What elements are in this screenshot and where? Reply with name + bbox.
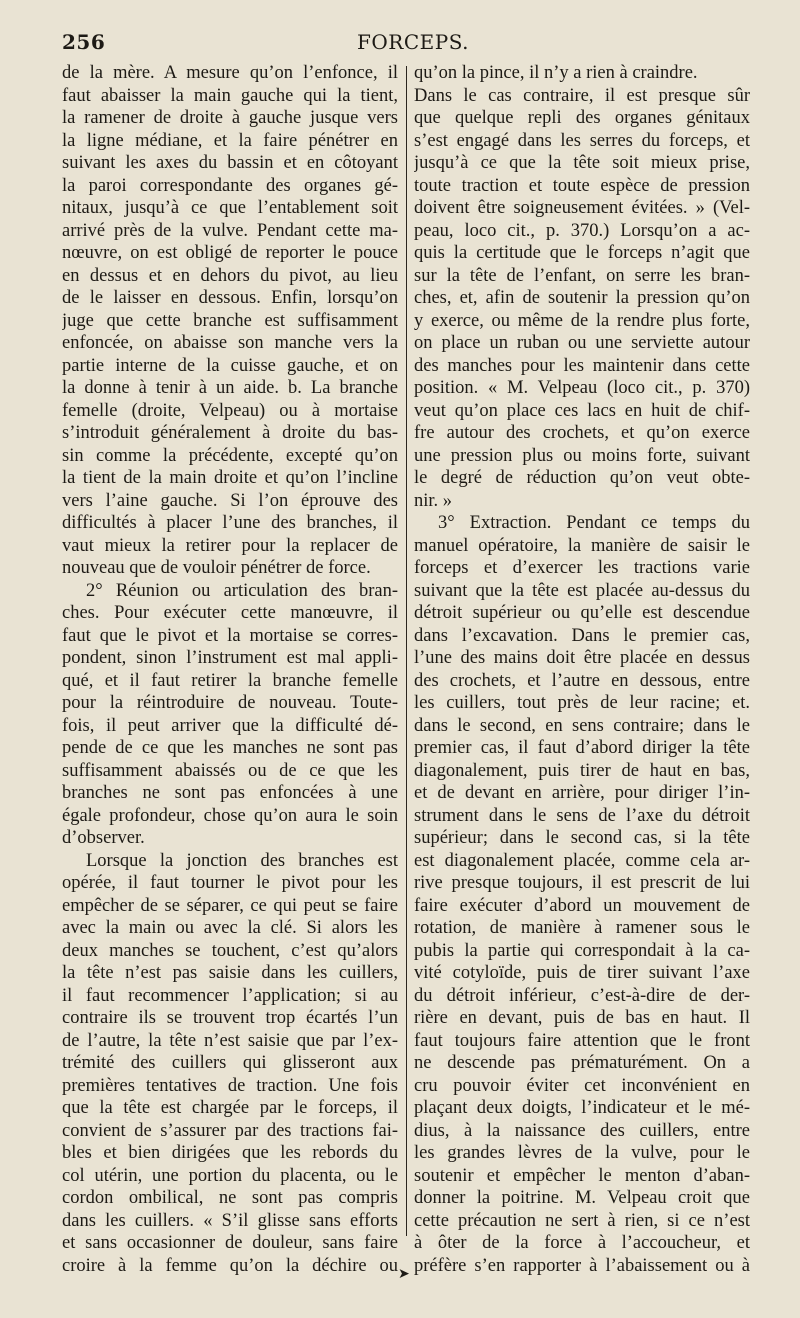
text-line: bles et bien dirigées que les rebords du — [62, 1143, 398, 1163]
text-line: 2° Réunion ou articulation des bran- — [86, 580, 398, 601]
text-line: pende de ce que les manches ne sont pas — [62, 738, 398, 758]
text-line: femelle (droite, Velpeau) ou à mortaise — [62, 400, 398, 421]
text-line: on place un ruban ou une serviette autour — [414, 333, 750, 353]
text-line: col utérin, une portion du placenta, ou le — [62, 1165, 398, 1186]
text-line: rive presque toujours, il est prescrit de lui — [414, 873, 750, 893]
text-line: position. « M. Velpeau (loco cit., p. 370) — [414, 378, 750, 398]
text-line: dans le second, en sens contraire; dans le — [414, 715, 750, 736]
text-line: les cuillers, tout près de leur racine; et. — [414, 693, 750, 713]
text-line: et sans occasionner de douleur, sans faire — [62, 1233, 398, 1253]
text-line: nouveau que de vouloir pénétrer de force. — [62, 558, 371, 578]
text-line: peau, loco cit., p. 370.) Lorsqu’on a ac- — [414, 220, 750, 241]
text-line: branches ne sont pas enfoncées à une — [62, 783, 398, 803]
text-line: égale profondeur, chose qu’on aura le soin — [62, 805, 398, 826]
text-line: à ôter de la force à l’accoucheur, et — [414, 1233, 750, 1253]
text-line: rière en devant, puis de bas en haut. Il — [414, 1008, 750, 1028]
text-line: nir. » — [414, 490, 453, 511]
text-line: veut qu’on place ces lacs en huit de chif- — [414, 400, 750, 421]
text-line: pondent, sinon l’instrument est mal appli- — [62, 648, 398, 668]
text-line: la ligne médiane, et la faire pénétrer en — [62, 130, 398, 151]
text-line: que la tête est chargée par le forceps, il — [62, 1098, 398, 1118]
text-line: opérée, il faut tourner le pivot pour les — [62, 873, 398, 893]
text-line: dans l’excavation. Dans le premier cas, — [414, 625, 750, 646]
text-line: cette précaution ne sert à rien, si ce n’est — [414, 1210, 750, 1231]
text-line: ches, et, afin de soutenir la pression qu’on — [414, 288, 750, 308]
column-divider — [406, 66, 407, 1236]
text-line: Lorsque la jonction des branches est — [86, 850, 398, 871]
text-line: il faut recommencer l’application; si au — [62, 985, 398, 1006]
text-line: 3° Extraction. Pendant ce temps du — [438, 513, 750, 533]
text-line: rotation, de manière à ramener sous le — [414, 918, 750, 938]
text-line: faut que le pivot et la mortaise se corres- — [62, 625, 398, 646]
text-line: la donne à tenir à un aide. b. La branche — [62, 378, 398, 398]
text-line: vers l’aine gauche. Si l’on éprouve des — [62, 490, 398, 511]
text-line: détroit supérieur ou qu’elle est descendue — [414, 603, 750, 623]
text-line: dans les cuillers. « S’il glisse sans efforts — [62, 1210, 398, 1231]
text-line: une pression plus ou moins forte, suivant — [414, 445, 750, 466]
text-line: faire exécuter d’abord un mouvement de — [414, 895, 750, 916]
text-line: que quelque repli des organes génitaux — [414, 108, 750, 128]
text-line: faut toujours faire attention que le front — [414, 1030, 750, 1051]
text-line: et de devant en arrière, pour diriger l’in- — [414, 783, 750, 803]
text-line: diagonalement, puis tirer de haut en bas, — [414, 760, 750, 781]
text-line: premières tentatives de traction. Une fois — [62, 1075, 398, 1096]
text-line: plaçant deux doigts, l’indicateur et le mé- — [414, 1098, 750, 1118]
text-line: suivant les axes du bassin et en côtoyant — [62, 153, 398, 173]
text-line: trémité des cuillers qui glisseront aux — [62, 1053, 398, 1073]
text-line: du détroit inférieur, c’est-à-dire de der- — [414, 985, 750, 1006]
text-line: faut abaisser la main gauche qui la tient, — [62, 85, 398, 106]
text-line: enfoncée, on abaisse son manche vers la — [62, 333, 398, 353]
text-line: Dans le cas contraire, il est presque sûr — [414, 85, 750, 106]
text-line: fois, il peut arriver que la difficulté dé- — [62, 715, 398, 736]
text-line: empêcher de se séparer, ce qui peut se faire — [62, 895, 398, 916]
text-line: suivant que la tête est placée au-dessus du — [414, 580, 750, 601]
text-line: la tient de la main droite et qu’on l’incline — [62, 468, 398, 488]
text-line: sin comme la précédente, excepté qu’on — [62, 445, 398, 466]
right-text-column — [414, 62, 750, 1277]
text-line: nœuvre, on est obligé de reporter le pouce — [62, 243, 398, 263]
text-line: de l’autre, la tête n’est saisie que par l’ex- — [62, 1030, 398, 1051]
text-line: arrivé près de la vulve. Pendant cette ma- — [62, 220, 398, 241]
text-line: des crochets, et l’autre en dessous, entre — [414, 670, 750, 691]
text-line: premier cas, il faut d’abord diriger la tête — [414, 738, 750, 758]
text-line: jusqu’à ce que la tête soit mieux prise, — [414, 153, 750, 173]
text-line: d’observer. — [62, 828, 145, 848]
text-line: s’introduit généralement à droite du bas- — [62, 423, 398, 443]
text-line: donner la poitrine. M. Velpeau croit que — [414, 1188, 750, 1208]
text-line: cordon ombilical, ne sont pas compris — [62, 1188, 398, 1208]
text-line: soutenir et empêcher le menton d’aban- — [414, 1165, 750, 1186]
text-line: juge que cette branche est suffisamment — [62, 310, 398, 331]
text-line: l’une des mains doit être placée en dessus — [414, 648, 750, 668]
text-line: le degré de réduction qu’on veut obte- — [414, 468, 750, 488]
printer-mark: ➤ — [398, 1266, 410, 1282]
text-line: avec la main ou avec la clé. Si alors les — [62, 918, 398, 938]
text-line: en dessus et en dehors du pivot, au lieu — [62, 265, 398, 286]
text-line: croire à la femme qu’on la déchire ou — [62, 1255, 398, 1276]
text-line: vaut mieux la retirer pour la replacer de — [62, 535, 398, 556]
text-line: des manches pour les maintenir dans cette — [414, 355, 750, 376]
text-line: dius, à la naissance des cuillers, entre — [414, 1120, 750, 1141]
text-line: cru pouvoir éviter cet inconvénient en — [414, 1075, 750, 1096]
text-line: qu’on la pince, il n’y a rien à craindre. — [414, 63, 698, 83]
text-line: y exerce, ou même de la rendre plus forte, — [414, 310, 750, 331]
text-line: pubis la partie qui correspondait à la ca- — [414, 940, 750, 961]
text-line: deux manches se touchent, c’est qu’alors — [62, 940, 398, 961]
text-line: les grandes lèvres de la vulve, pour le — [414, 1143, 750, 1163]
text-line: ne descende pas prématurément. On a — [414, 1053, 750, 1073]
text-line: préfère s’en rapporter à l’abaissement ou à — [414, 1255, 750, 1276]
text-line: contraire ils se trouvent trop écartés l’un — [62, 1008, 398, 1028]
text-line: doivent être soigneusement évitées. » (Vel- — [414, 198, 750, 218]
text-line: la tête n’est pas saisie dans les cuillers, — [62, 963, 398, 983]
text-line: convient de s’assurer par des tractions fai- — [62, 1120, 398, 1141]
text-line: manuel opératoire, la manière de saisir le — [414, 535, 750, 556]
text-line: supérieur; dans le second cas, si la tête — [414, 828, 750, 848]
text-line: sur la tête de l’enfant, on serre les bran- — [414, 265, 750, 286]
text-line: est diagonalement placée, comme cela ar- — [414, 850, 750, 871]
text-line: vité cotyloïde, puis de tirer suivant l’axe — [414, 963, 750, 983]
text-line: de la mère. A mesure qu’on l’enfonce, il — [62, 63, 398, 83]
text-line: partie interne de la cuisse gauche, et on — [62, 355, 398, 376]
text-line: pour la réintroduire de nouveau. Toute- — [62, 693, 398, 713]
text-line: qué, et il faut retirer la branche femelle — [62, 670, 398, 691]
page-header — [62, 30, 782, 60]
left-text-column — [62, 62, 398, 1277]
text-line: nitaux, jusqu’à ce que l’entablement soit — [62, 198, 398, 218]
text-line: de le laisser en dessous. Enfin, lorsqu’on — [62, 288, 398, 308]
text-line: ches. Pour exécuter cette manœuvre, il — [62, 603, 398, 623]
text-line: s’est engagé dans les serres du forceps, et — [414, 130, 750, 151]
page-number: 256 — [62, 30, 106, 54]
text-line: toute traction et toute espèce de pression — [414, 175, 750, 196]
text-line: forceps et d’exercer les tractions varie — [414, 558, 750, 578]
text-line: la ramener de droite à gauche jusque vers — [62, 108, 398, 128]
text-line: quis la certitude que le forceps n’agit que — [414, 243, 750, 263]
text-line: strument dans le sens de l’axe du détroit — [414, 805, 750, 826]
running-title: FORCEPS. — [357, 30, 470, 54]
text-line: difficultés à placer l’une des branches, il — [62, 513, 398, 533]
text-line: suffisamment abaissés ou de ce que les — [62, 760, 398, 781]
text-line: la paroi correspondante des organes gé- — [62, 175, 398, 196]
text-line: fre autour des crochets, et qu’on exerce — [414, 423, 750, 443]
